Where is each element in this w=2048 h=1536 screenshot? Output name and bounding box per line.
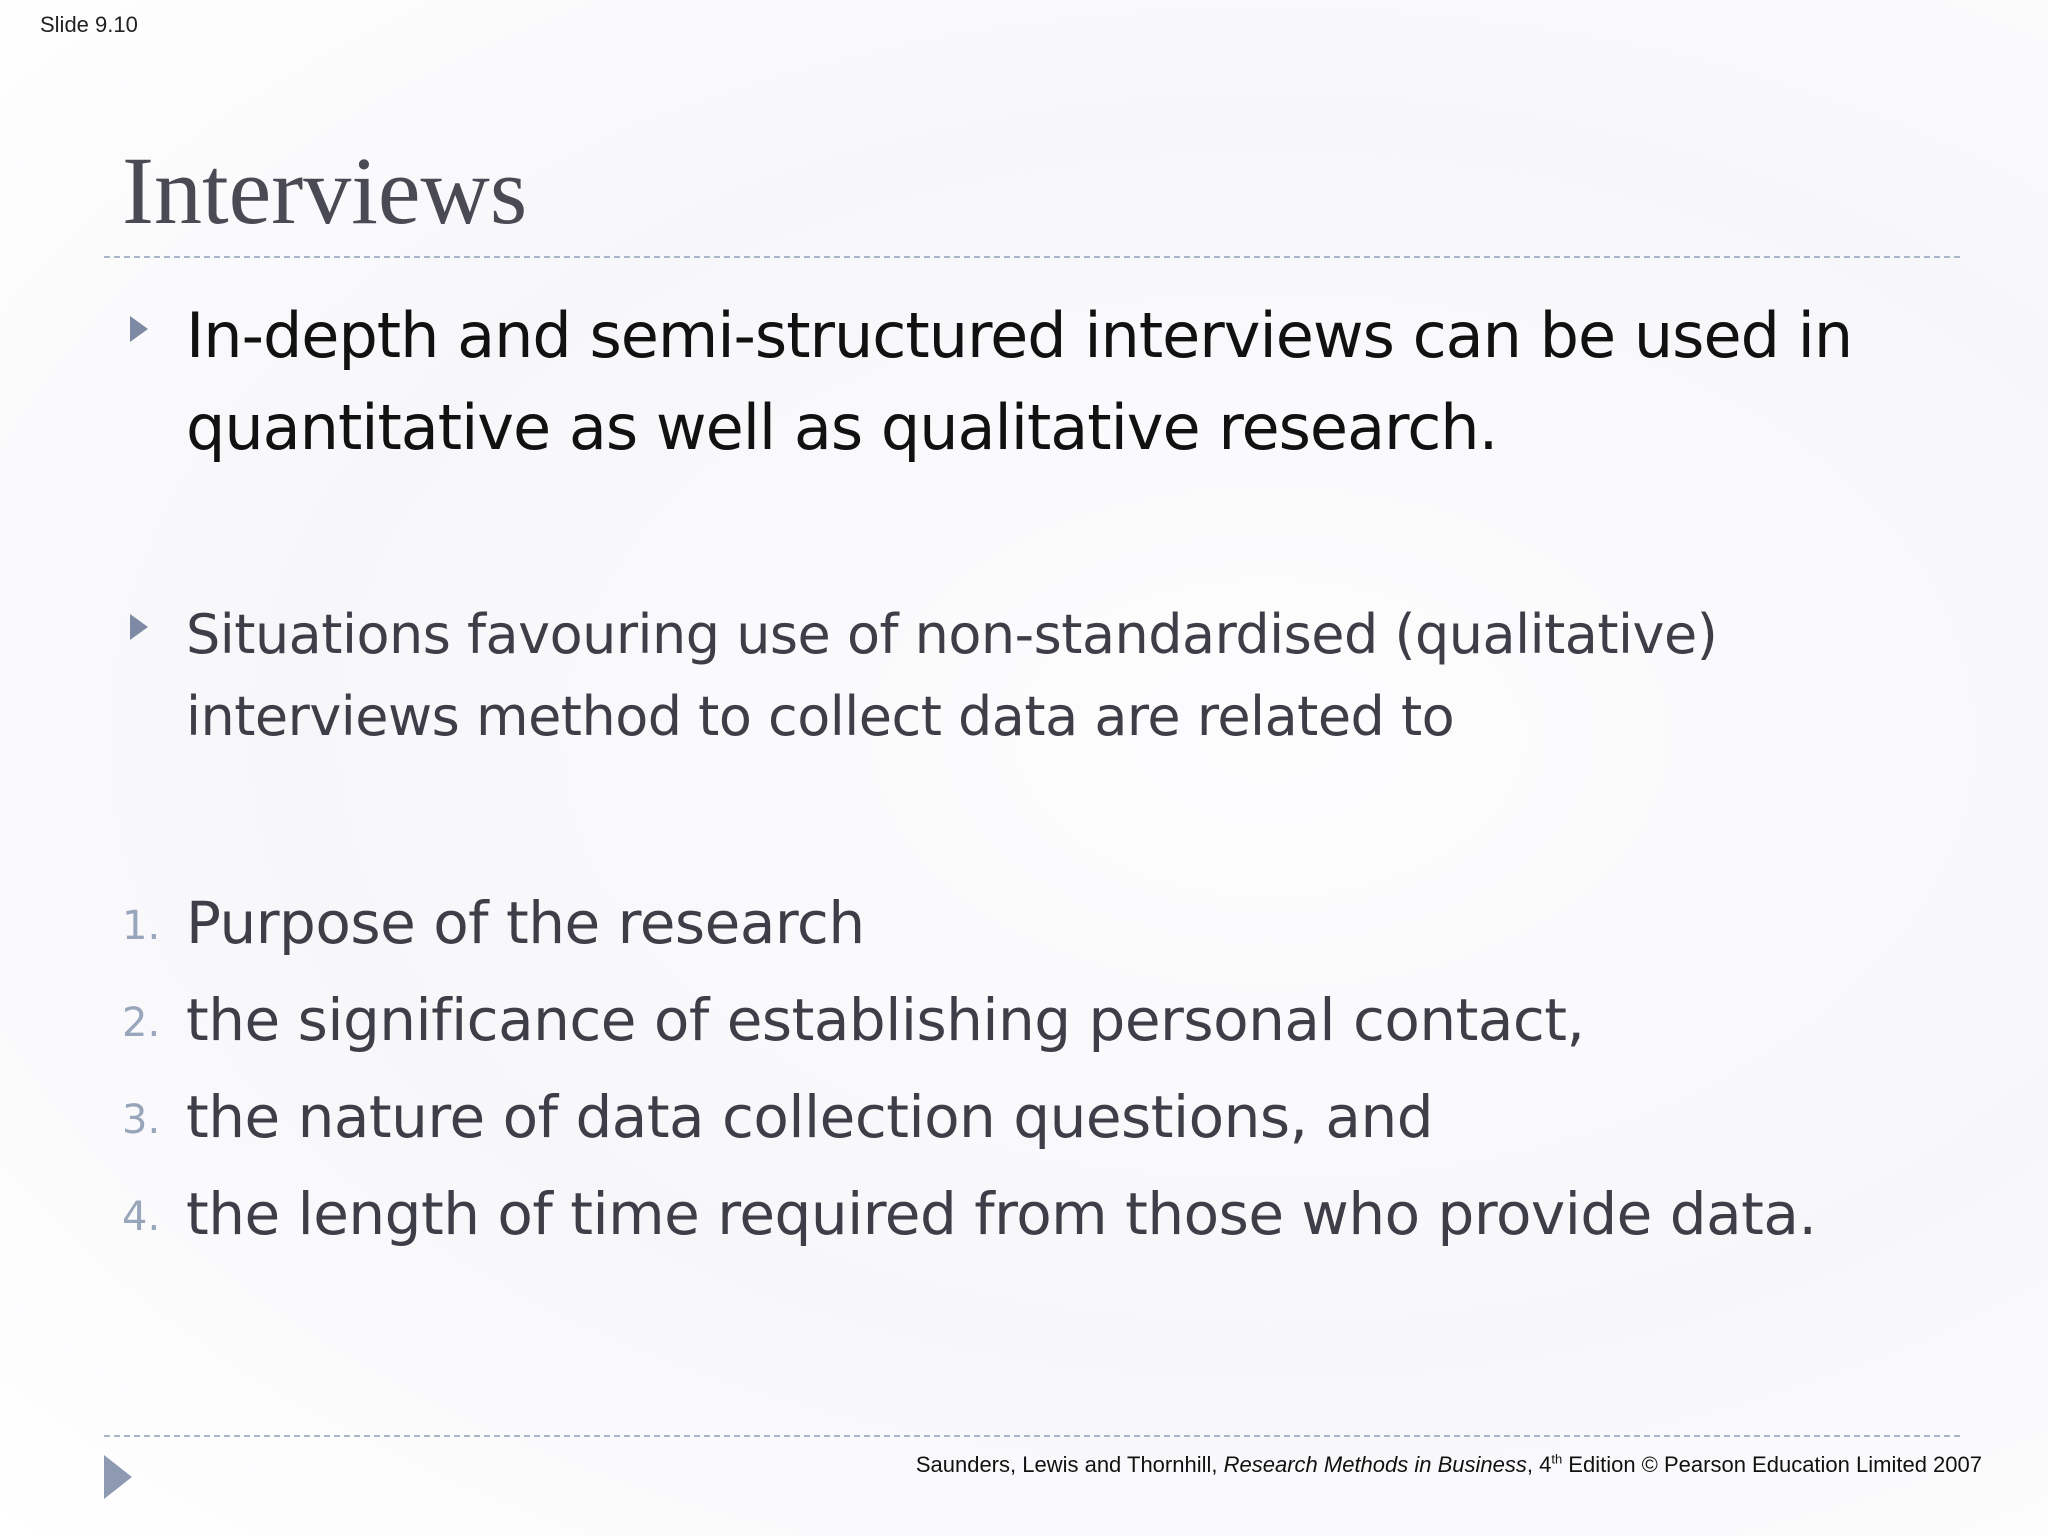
bullet-text	[186, 594, 1966, 758]
list-item-text: the length of time required from those who provide data.	[186, 1180, 1817, 1248]
title-divider	[104, 256, 1960, 258]
footer-book-title: Research Methods in Business	[1223, 1452, 1527, 1477]
list-item-text: the nature of data collection questions, and	[186, 1083, 1434, 1151]
list-number: 3.	[122, 1097, 161, 1143]
numbered-list-item	[122, 1169, 1952, 1266]
list-item-text: Purpose of the research	[186, 889, 865, 957]
list-number: 1.	[122, 903, 161, 949]
corner-triangle-icon	[104, 1455, 132, 1499]
list-number: 2.	[122, 1000, 161, 1046]
numbered-list-item	[122, 975, 1952, 1072]
triangle-bullet-icon	[130, 614, 148, 640]
numbered-list-item	[122, 878, 1952, 975]
bullet-line: In-depth and semi-structured interviews can be used in	[186, 299, 1853, 372]
slide-title: Interviews	[122, 137, 528, 244]
footer-publisher: Edition © Pearson Education Limited 2007	[1562, 1452, 1982, 1477]
triangle-bullet-icon	[130, 316, 148, 342]
list-item-text: the significance of establishing personal contact,	[186, 986, 1585, 1054]
list-number: 4.	[122, 1194, 161, 1240]
footer-citation	[916, 1452, 1982, 1478]
footer-edition-suffix: th	[1551, 1451, 1563, 1467]
footer-divider	[104, 1435, 1960, 1437]
footer-authors: Saunders, Lewis and Thornhill,	[915, 1452, 1224, 1477]
footer-edition: , 4	[1526, 1452, 1552, 1477]
numbered-list	[122, 878, 1952, 1266]
bullet-line: interviews method to collect data are related to	[186, 685, 1455, 748]
slide-number: Slide 9.10	[40, 12, 138, 37]
numbered-list-item	[122, 1072, 1952, 1169]
bullet-line: quantitative as well as qualitative research.	[186, 391, 1498, 464]
bullet-text	[186, 290, 1966, 474]
bullet-line: Situations favouring use of non-standardised (qualitative)	[186, 603, 1718, 666]
